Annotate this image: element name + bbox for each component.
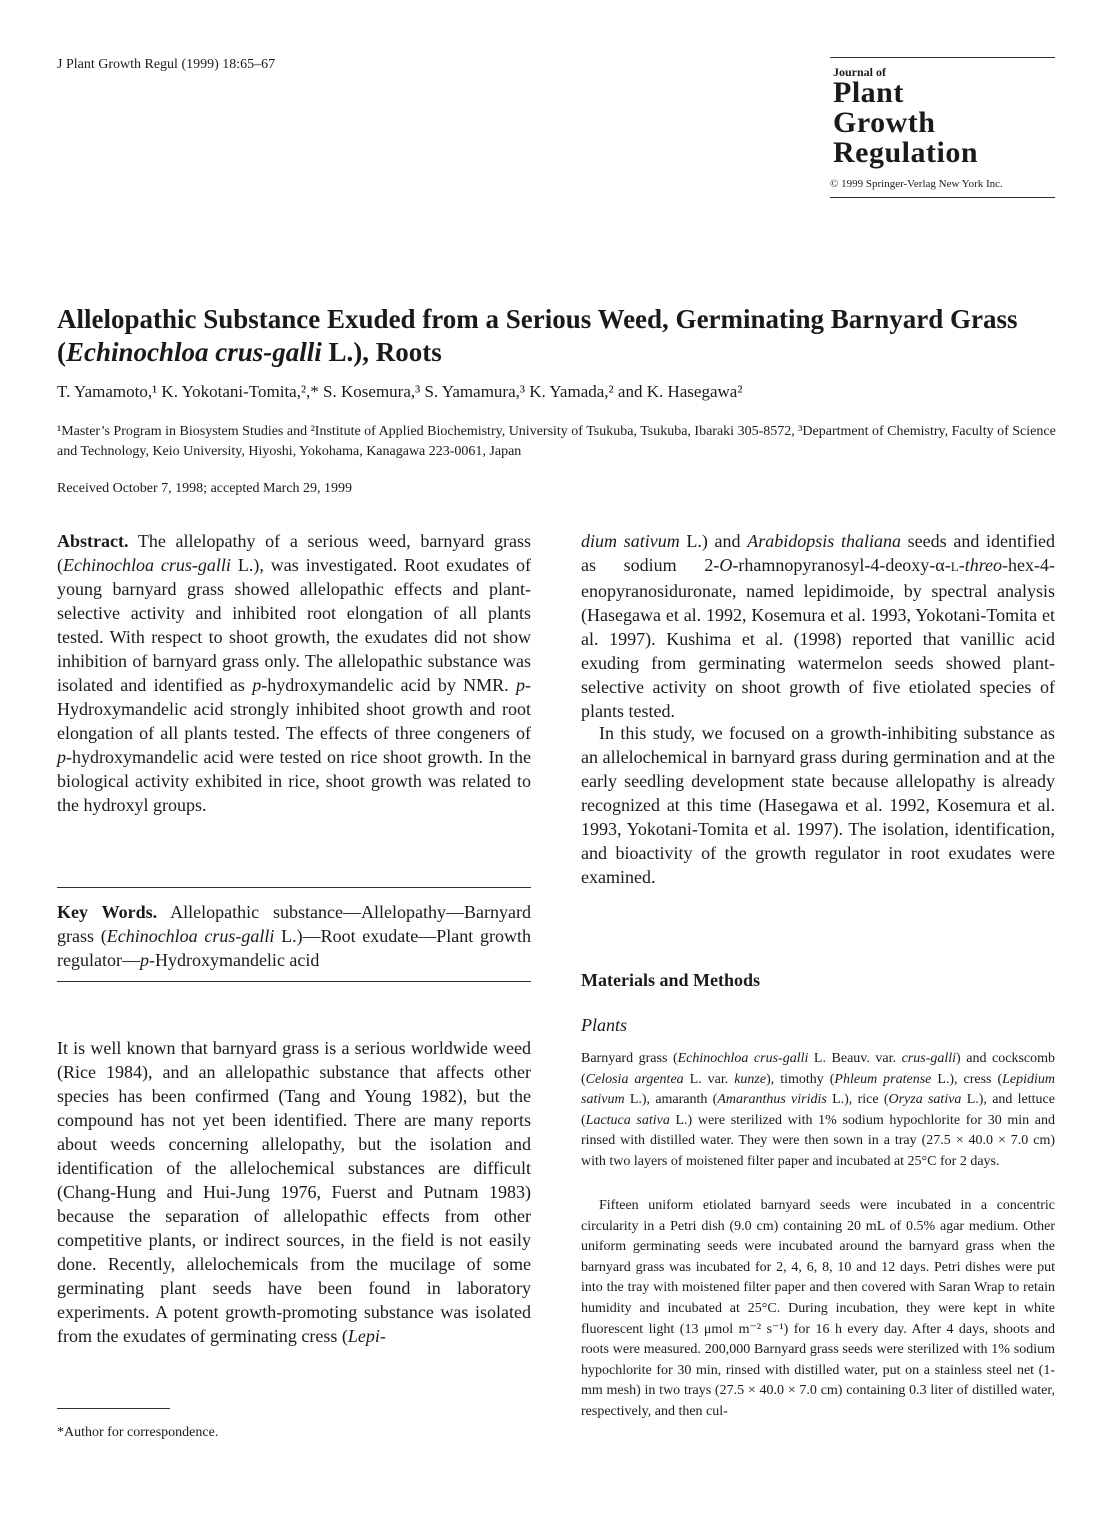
introduction-paragraph: It is well known that barnyard grass is a serious worldwide weed (Rice 1984), and an allelopathic substance that affects other species has been confirmed (Tang and Young 1982), but the compound has not yet been identified. There are many reports about weeds concerning allelopathy, but the isolation and identification of the allelochemical substances are difficult (Chang-Hung and Hui-Jung 1976, Fuerst and Putnam 1983) because the separation of allelopathic effects from other competitive plants, or indirect sources, in the field is not easily done. Recently, allelochemicals from the mucilage of some germinating plant seeds have been found in laboratory experiments. A potent growth-promoting substance was isolated from the exudates of germinating cress (Lepi- [57,1038,531,1346]
abstract: Abstract. The allelopathy of a serious weed, barnyard grass (Echinochloa crus-galli L.), was investigated. Root exudates of young barnyard grass showed allelopathic effects and plant-selective activity and inhibited root elongation of all plants tested. With respect to shoot growth, the exudates did not show inhibition of barnyard grass only. The allelopathic substance was isolated and identified as p-hydroxymandelic acid by NMR. p-Hydroxymandelic acid strongly inhibited shoot growth and root elongation of all plants tested. The effects of three congeners of p-hydroxymandelic acid were tested on rice shoot growth. In the biological activity exhibited in rice, shoot growth was related to the hydroxyl groups. [57,531,531,815]
journal-logo [830,57,1055,198]
keywords-label: Key Words. [57,902,158,922]
journal-citation: J Plant Growth Regul (1999) 18:65–67 [57,57,276,72]
keywords: Key Words. Allelopathic substance—Allelopathy—Barnyard grass (Echinochloa crus-galli L.)—Root exudate—Plant growth regulator—p-Hydroxymandelic acid [57,902,531,970]
author-list: T. Yamamoto,¹ K. Yokotani-Tomita,²,* S. Kosemura,³ S. Yamamura,³ K. Yamada,² and K. Hasegawa² [57,382,743,401]
keywords-top-divider [57,887,531,888]
footnote: *Author for correspondence. [57,1425,219,1440]
received-dates: Received October 7, 1998; accepted March 29, 1999 [57,481,353,496]
methods-paragraph: Barnyard grass (Echinochloa crus-galli L. Beauv. var. crus-galli) and cockscomb (Celosia argentea L. var. kunze), timothy (Phleum pratense L.), cress (Lepidium sativum L.), amaranth (Amaranthus viridis L.), rice (Oryza sativa L.), and lettuce (Lactuca sativa L.) were sterilized with 1% sodium hypochlorite for 30 min and rinsed with distilled water. They were then sown in a tray (27.5 × 40.0 × 7.0 cm) with two layers of moistened filter paper and incubated at 25°C for 2 days. [581,1051,1056,1169]
section-heading: Materials and Methods [581,970,760,990]
journal-logo-prefix: Journal of [833,65,887,79]
footnote-divider [57,1408,170,1409]
keywords-bottom-divider [57,981,531,982]
subsection-heading: Plants [581,1015,628,1035]
article-title: Allelopathic Substance Exuded from a Serious Weed, Germinating Barnyard Grass (Echinochloa crus-galli L.), Roots [57,304,1018,367]
methods-paragraph: Fifteen uniform etiolated barnyard seeds were incubated in a concentric circularity in a Petri dish (9.0 cm) containing 20 mL of 0.5% agar medium. Other uniform germinating seeds were incubated around the barnyard grass when the barnyard grass was incubated for 2, 4, 6, 8, 10 and 12 days. Petri dishes were put into the tray with moistened filter paper and then covered with Saran Wrap to retain humidity and incubated at 25°C. During incubation, they were kept in white fluorescent light (13 μmol m⁻² s⁻¹) for 16 h every day. After 4 days, shoots and roots were measured. 200,000 Barnyard grass seeds were sterilized with 1% sodium hypochlorite for 30 min, rinsed with distilled water, put on a stainless steel net (1-mm mesh) in two trays (27.5 × 40.0 × 7.0 cm) containing 0.3 liter of distilled water, respectively, and then cul- [581,1198,1055,1419]
journal-logo-word: Growth [833,106,936,139]
affiliations: ¹Master’s Program in Biosystem Studies and ²Institute of Applied Biochemistry, University of Tsukuba, Tsukuba, Ibaraki 305-8572, ³Department of Chemistry, Faculty of Science and Technology, Keio University, Hiyoshi, Yokohama, Kanagawa 223-0061, Japan [57,424,1056,459]
introduction-paragraph-continued: dium sativum L.) and Arabidopsis thaliana seeds and identified as sodium 2-O-rhamnopyranosyl-4-deoxy-α-L-threo-hex-4-enopyranosiduronate, named lepidimoide, by spectral analysis (Hasegawa et al. 1992, Kosemura et al. 1993, Yokotani-Tomita et al. 1997). Kushima et al. (1998) reported that vanillic acid exuding from germinating watermelon seeds showed plant-selective activity on shoot growth of five etiolated species of plants tested. [581,531,1055,721]
journal-logo-word: Regulation [833,136,979,169]
journal-copyright: © 1999 Springer-Verlag New York Inc. [830,178,1003,190]
introduction-paragraph: In this study, we focused on a growth-inhibiting substance as an allelochemical in barnyard grass during germination and at the early seedling development state because allelopathy is already recognized at this time (Hasegawa et al. 1992, Kosemura et al. 1993, Yokotani-Tomita et al. 1997). The isolation, identification, and bioactivity of the growth regulator in root exudates were examined. [581,723,1055,887]
abstract-label: Abstract. [57,531,129,551]
journal-logo-word: Plant [833,76,904,109]
